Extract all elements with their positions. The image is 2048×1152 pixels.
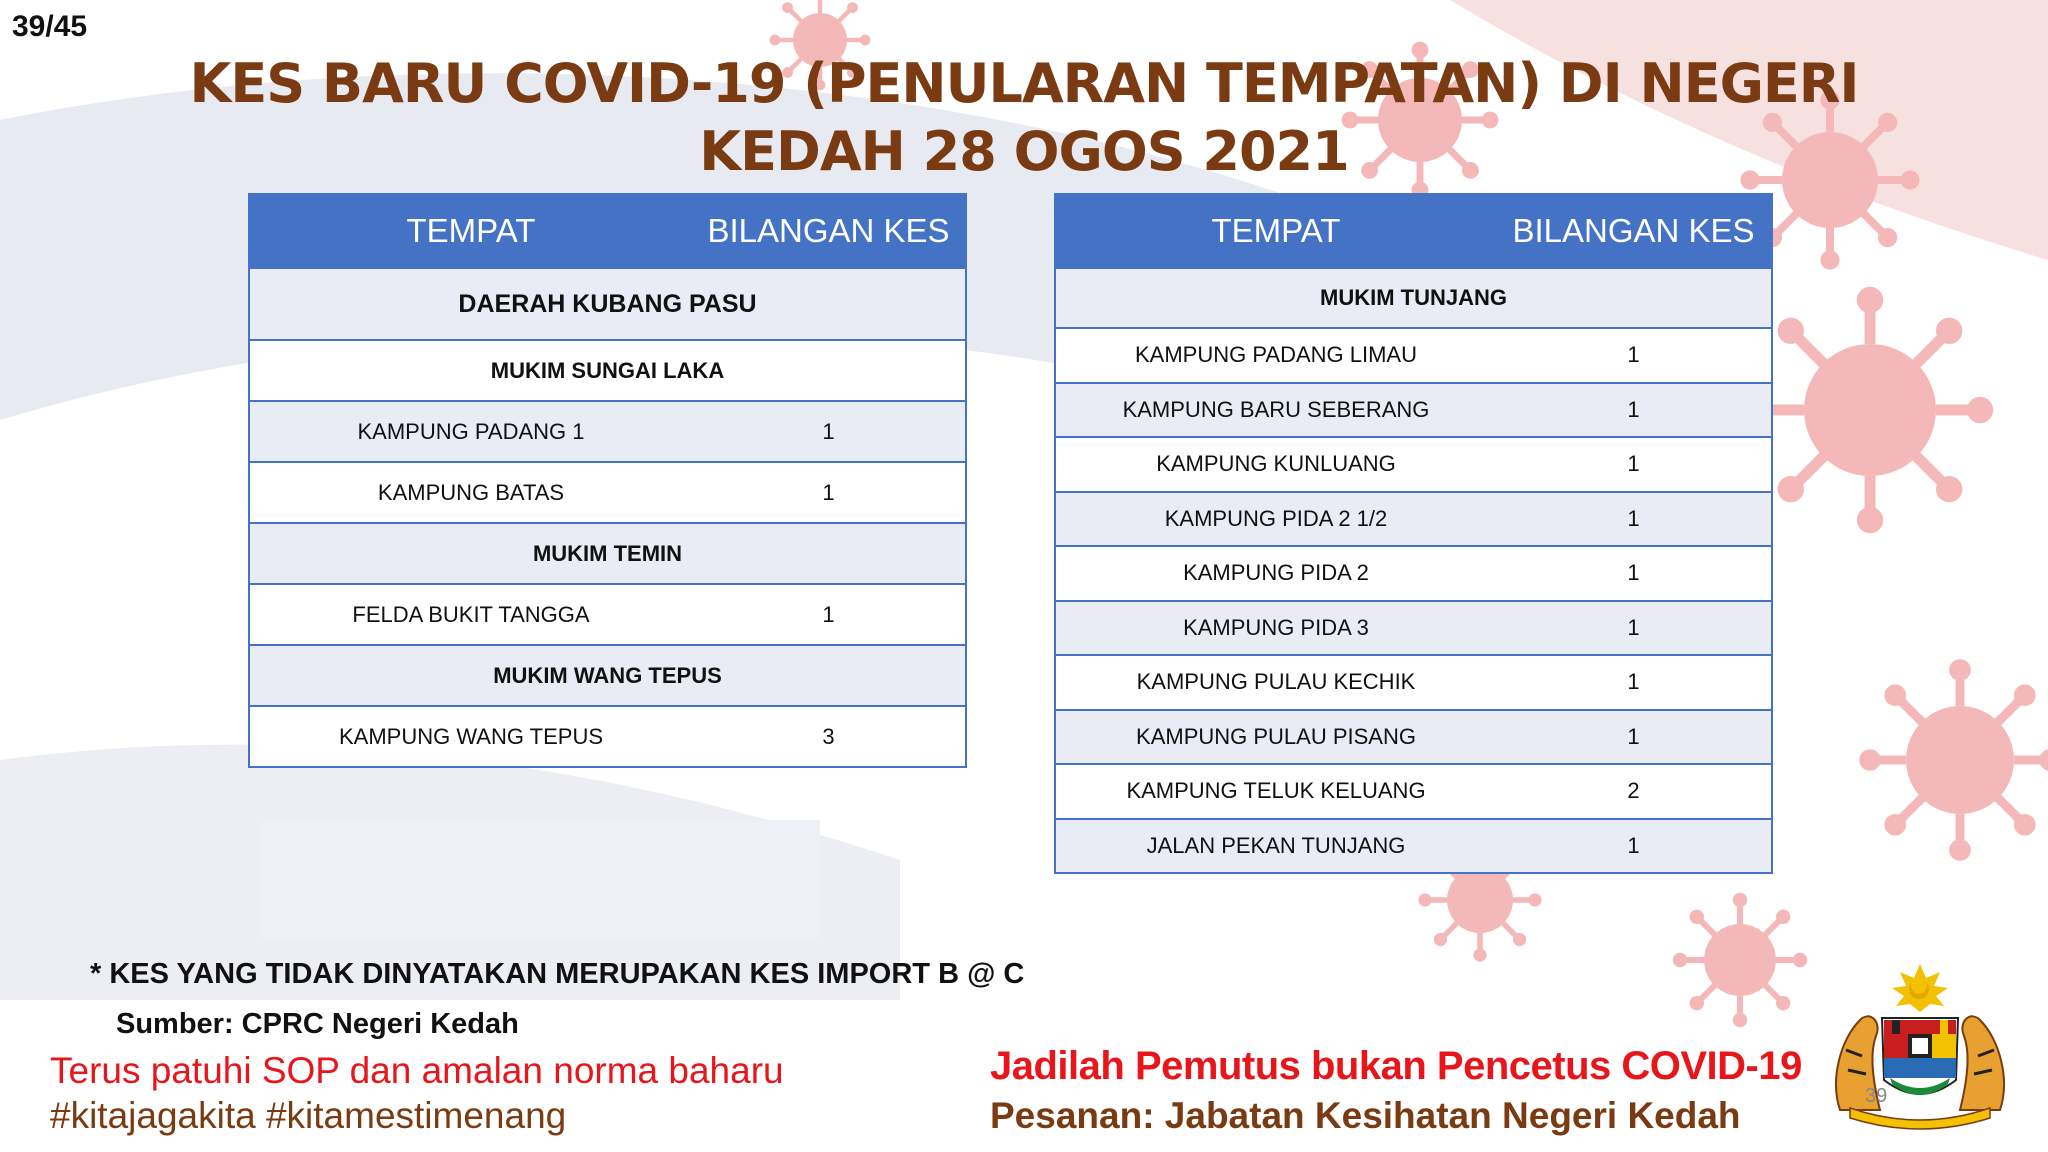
place-cell: FELDA BUKIT TANGGA [249, 584, 692, 645]
place-cell: KAMPUNG BARU SEBERANG [1055, 383, 1496, 438]
cases-cell: 1 [1496, 383, 1772, 438]
table-row [249, 706, 966, 767]
place-cell: KAMPUNG BATAS [249, 462, 692, 523]
place-cell: KAMPUNG WANG TEPUS [249, 706, 692, 767]
table-row [249, 401, 966, 462]
message-line-2: Pesanan: Jabatan Kesihatan Negeri Kedah [990, 1095, 1741, 1136]
place-cell: KAMPUNG PIDA 2 1/2 [1055, 492, 1496, 547]
district-label: DAERAH KUBANG PASU [249, 268, 966, 340]
place-cell: KAMPUNG PIDA 3 [1055, 601, 1496, 656]
cases-cell: 1 [1496, 601, 1772, 656]
section-row [249, 645, 966, 706]
source-text: Sumber: CPRC Negeri Kedah [116, 1008, 519, 1040]
table-row [1055, 655, 1772, 710]
table-row [1055, 328, 1772, 383]
slogan-line-1: Terus patuhi SOP dan amalan norma baharu [50, 1050, 784, 1091]
cases-cell: 1 [1496, 819, 1772, 874]
cases-cell: 1 [692, 462, 966, 523]
table-header-row [1055, 194, 1772, 268]
cases-cell: 1 [1496, 328, 1772, 383]
section-label: MUKIM SUNGAI LAKA [249, 340, 966, 401]
cases-cell: 1 [1496, 546, 1772, 601]
place-cell: KAMPUNG PADANG 1 [249, 401, 692, 462]
cases-cell: 1 [1496, 437, 1772, 492]
header-tempat: TEMPAT [249, 194, 692, 268]
table-row [1055, 764, 1772, 819]
message-line-1: Jadilah Pemutus bukan Pencetus COVID-19 [990, 1044, 1802, 1088]
place-cell: KAMPUNG PULAU PISANG [1055, 710, 1496, 765]
section-label: MUKIM TEMIN [249, 523, 966, 584]
header-bilangan-kes: BILANGAN KES [1496, 194, 1772, 268]
place-cell: JALAN PEKAN TUNJANG [1055, 819, 1496, 874]
page-indicator: 39/45 [12, 10, 88, 43]
cases-cell: 1 [692, 584, 966, 645]
cases-cell: 1 [692, 401, 966, 462]
left-cases-table [248, 193, 967, 768]
table-row [249, 584, 966, 645]
section-label: MUKIM TUNJANG [1055, 268, 1772, 328]
cases-cell: 1 [1496, 492, 1772, 547]
malaysia-coat-of-arms-icon [1820, 960, 2020, 1130]
title-line-2: KEDAH 28 OGOS 2021 [699, 120, 1349, 183]
cases-cell: 3 [692, 706, 966, 767]
cases-cell: 1 [1496, 655, 1772, 710]
place-cell: KAMPUNG PIDA 2 [1055, 546, 1496, 601]
table-row [1055, 383, 1772, 438]
title-line-1: KES BARU COVID-19 (PENULARAN TEMPATAN) DI NEGERI [189, 52, 1859, 115]
table-header-row [249, 194, 966, 268]
footnote: * KES YANG TIDAK DINYATAKAN MERUPAKAN KES IMPORT B @ C [90, 958, 1025, 990]
table-row [1055, 819, 1772, 874]
district-row [249, 268, 966, 340]
table-row [1055, 546, 1772, 601]
header-tempat: TEMPAT [1055, 194, 1496, 268]
place-cell: KAMPUNG PULAU KECHIK [1055, 655, 1496, 710]
cases-cell: 1 [1496, 710, 1772, 765]
crest-page-number: 39 [1865, 1085, 1888, 1107]
place-cell: KAMPUNG KUNLUANG [1055, 437, 1496, 492]
table-row [1055, 492, 1772, 547]
place-cell: KAMPUNG PADANG LIMAU [1055, 328, 1496, 383]
header-bilangan-kes: BILANGAN KES [692, 194, 966, 268]
cases-cell: 2 [1496, 764, 1772, 819]
right-cases-table [1054, 193, 1773, 874]
table-row [249, 462, 966, 523]
section-row [249, 340, 966, 401]
section-row [1055, 268, 1772, 328]
table-row [1055, 601, 1772, 656]
table-row [1055, 437, 1772, 492]
section-row [249, 523, 966, 584]
hashtag-line: #kitajagakita #kitamestimenang [50, 1095, 567, 1136]
section-label: MUKIM WANG TEPUS [249, 645, 966, 706]
page-title [0, 50, 2048, 186]
table-row [1055, 710, 1772, 765]
place-cell: KAMPUNG TELUK KELUANG [1055, 764, 1496, 819]
